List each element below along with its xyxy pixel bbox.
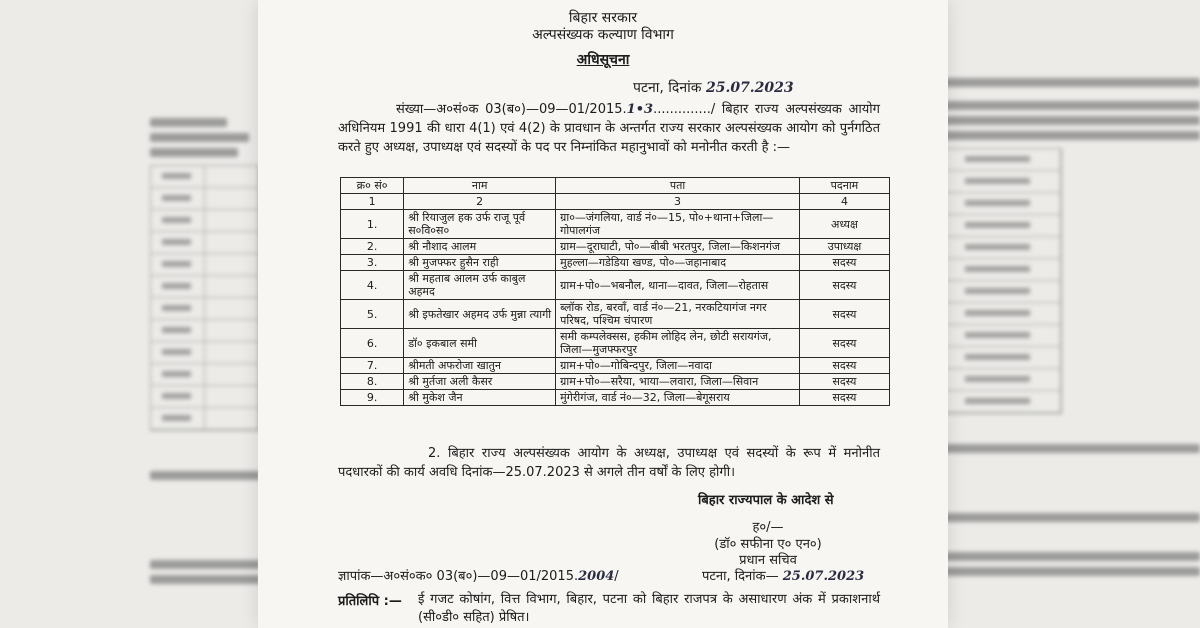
handwritten-number: 1•3 <box>626 102 654 117</box>
row-name: श्री रियाजुल हक उर्फ राजू पूर्व स०वि०स० <box>404 210 556 239</box>
memo-suffix: / <box>614 569 619 584</box>
memo-prefix: ज्ञापांक—अ०सं०क० 03(ब०)—09—01/2015. <box>338 569 579 584</box>
memo-date-prefix: पटना, दिनांक— <box>702 569 779 584</box>
colnum-4: 4 <box>799 194 889 210</box>
table-row <box>341 210 890 239</box>
row-address: ग्राम+पो०—सरैया, भाया—लवारा, जिला—सिवान <box>556 374 800 390</box>
row-sn: 7. <box>341 358 404 374</box>
table-row <box>341 255 890 271</box>
notification-title: अधिसूचना <box>576 52 630 68</box>
row-address: मुंगेरीगंज, वार्ड नं०—32, जिला—बेगूसराय <box>556 390 800 406</box>
table-row <box>341 329 890 358</box>
blurred-right-copy <box>940 0 1200 628</box>
row-sn: 2. <box>341 239 404 255</box>
row-sn: 9. <box>341 390 404 406</box>
copy-text: ई गजट कोषांग, वित्त विभाग, बिहार, पटना को बिहार राजपत्र के असाधारण अंक में प्रकाशनार्थ (सी०डी० सहित) प्रेषित। <box>418 592 880 625</box>
department-heading: अल्पसंख्यक कल्याण विभाग <box>532 27 674 43</box>
row-address: ग्राम—दूराघाटी, पो०—बीबी भरतपुर, जिला—किशनगंज <box>556 239 800 255</box>
memo-handwritten-date: 25.07.2023 <box>782 569 865 584</box>
issue-date-line <box>633 78 794 97</box>
date-prefix: पटना, दिनांक <box>633 80 702 96</box>
row-name: डॉ० इकबाल समी <box>404 329 556 358</box>
row-post: सदस्य <box>799 329 889 358</box>
row-address: ग्रा०—जंगलिया, वार्ड नं०—15, पो०+थाना+जिला—गोपालगंज <box>556 210 800 239</box>
row-name: श्री इफतेखार अहमद उर्फ मुन्ना त्यागी <box>404 300 556 329</box>
order-number: संख्या—अ०सं०क 03(ब०)—09—01/2015. <box>396 102 627 117</box>
header-post: पदनाम <box>799 178 889 194</box>
table-row <box>341 271 890 300</box>
table-row <box>341 374 890 390</box>
signatory-designation: प्रधान सचिव <box>739 553 797 568</box>
row-address: ग्राम+पो०—भबनौल, थाना—दावत, जिला—रोहतास <box>556 271 800 300</box>
row-post: उपाध्यक्ष <box>799 239 889 255</box>
order-number-dots: ............../ <box>653 102 716 117</box>
row-name: श्री मुकेश जैन <box>404 390 556 406</box>
governor-order: बिहार राज्यपाल के आदेश से <box>698 493 834 508</box>
table-row <box>341 239 890 255</box>
copy-label: प्रतिलिपि :— <box>338 594 402 609</box>
row-address: ग्राम+पो०—गोबिन्दपुर, जिला—नवादा <box>556 358 800 374</box>
row-post: सदस्य <box>799 374 889 390</box>
row-name: श्रीमती अफरोजा खातुन <box>404 358 556 374</box>
row-post: सदस्य <box>799 255 889 271</box>
memo-date-line <box>702 566 864 584</box>
signature-mark: ह०/— <box>752 520 784 535</box>
header-sn: क्र० सं० <box>341 178 404 194</box>
colnum-3: 3 <box>556 194 800 210</box>
row-address: समी कम्पलेक्सस, हकीम लोहिद लेन, छोटी सरायगंज, जिला—मुजफ्फरपुर <box>556 329 800 358</box>
row-name: श्री मुर्तजा अली कैसर <box>404 374 556 390</box>
row-post: सदस्य <box>799 271 889 300</box>
header-name: नाम <box>404 178 556 194</box>
tenure-paragraph: 2. बिहार राज्य अल्पसंख्यक आयोग के अध्यक्ष, उपाध्यक्ष एवं सदस्यों के रूप में मनोनीत पदधारकों की कार्य अवधि दिनांक—25.07.2023 से अगले तीन वर्षों के लिए होगी। <box>338 446 880 480</box>
row-sn: 6. <box>341 329 404 358</box>
table-row <box>341 358 890 374</box>
row-name: श्री नौशाद आलम <box>404 239 556 255</box>
row-post: सदस्य <box>799 300 889 329</box>
nominees-table <box>340 177 890 406</box>
colnum-2: 2 <box>404 194 556 210</box>
row-address: ब्लॉक रोड, बरवाँ, वार्ड नं०—21, नरकटियागंज नगर परिषद, पश्चिम चंपारण <box>556 300 800 329</box>
table-row <box>341 300 890 329</box>
intro-text: बिहार राज्य अल्पसंख्यक आयोग अधिनियम 1991 की धारा 4(1) एवं 4(2) के प्रावधान के अन्तर्गत राज्य सरकार अल्पसंख्यक आयोग को पुर्नगठित करते हुए अध्यक्ष, उपाध्यक्ष एवं सदस्यों के पद पर निम्नांकित महानुभावों को मनोनीत करती है :— <box>338 102 880 155</box>
row-address: मुहल्ला—गडेडिया खण्ड, पो०—जहानाबाद <box>556 255 800 271</box>
colnum-1: 1 <box>341 194 404 210</box>
row-sn: 4. <box>341 271 404 300</box>
row-name: श्री मुजफ्फर हुसैन राही <box>404 255 556 271</box>
row-post: अध्यक्ष <box>799 210 889 239</box>
handwritten-date: 25.07.2023 <box>705 80 794 96</box>
government-heading: बिहार सरकार <box>568 10 638 26</box>
table-row <box>341 390 890 406</box>
signatory-name: (डॉ० सफीना ए० एन०) <box>714 537 822 552</box>
row-post: सदस्य <box>799 390 889 406</box>
memo-number-line <box>338 566 619 584</box>
row-sn: 3. <box>341 255 404 271</box>
intro-paragraph <box>338 100 880 157</box>
row-post: सदस्य <box>799 358 889 374</box>
blurred-left-copy <box>150 0 260 628</box>
row-name: श्री महताब आलम उर्फ काबुल अहमद <box>404 271 556 300</box>
row-sn: 5. <box>341 300 404 329</box>
memo-handwritten-number: 2004 <box>578 569 615 584</box>
row-sn: 1. <box>341 210 404 239</box>
notification-document <box>258 0 948 628</box>
row-sn: 8. <box>341 374 404 390</box>
header-address: पता <box>556 178 800 194</box>
